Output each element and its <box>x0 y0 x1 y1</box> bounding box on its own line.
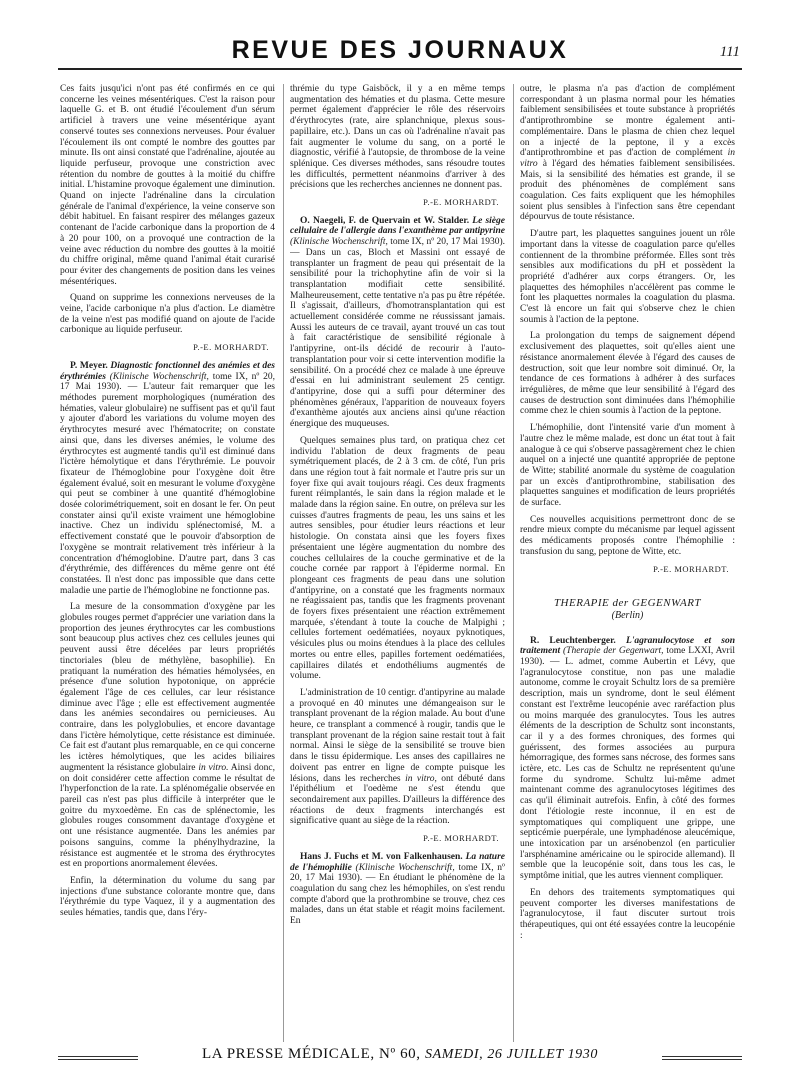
article-title: Le siège cellulaire de l'allergie dans l'exanthème par antipyrine <box>290 215 505 237</box>
paragraph-text: L'administration de 10 centigr. d'antipyrine au malade a provoqué en 40 minutes une démangeaison sur le transplant provenant de la région malade. Au bout d'une heure, ce transplant a commencé à rougir, tandis que le transplant provenant de la région saine restait tout à fait normal. Ainsi le siège de la sensibilité se trouve bien dans le tissu épidermique. Les anses des capillaires ne doivent pas entrer en ligne de compte puisque les lésions, dans les recherches <box>290 687 505 784</box>
article-author: R. Leuchtenberger. <box>530 635 616 646</box>
article-author: Hans J. Fuchs et M. von Falkenhausen. <box>300 851 463 862</box>
footer-rule <box>662 1056 742 1060</box>
paragraph: Ces nouvelles acquisitions permettront donc de se rendre mieux compte du mécanisme par lequel agissent des médicaments proposés contre l'hémophilie : transfusion du sang, peptone de Witte, etc. <box>520 514 735 557</box>
paragraph-text: ont débuté dans l'épithélium et l'oedème ne s'est étendu que secondairement aux papilles. D'ailleurs la différence des réactions de deux fragments interchangés est significative quant au siège de la réaction. <box>290 773 505 827</box>
article-meyer <box>60 361 275 596</box>
paragraph-text: Ainsi donc, on doit considérer cette affection comme le résultat de l'hyperfonction de la rate. La splénomégalie observée en pareil cas n'est pas plus difficile à interpréter que le goitre du myxoedème. En cas de splénectomie, les globules rouges consomment davantage d'oxygène et ont une résistance augmentée. Dans les anémies par poisons sanguins, comme la phénylhydrazine, la résistance est augmentée et le stroma des érythrocytes est en proportions anormalement élevées. <box>60 762 275 870</box>
paragraph-text: La mesure de la consommation d'oxygène par les globules rouges permet d'apprécier une variation dans la proportion des jeunes érythrocytes car les combustions sont beaucoup plus actives chez ces cellules jeunes qui peuvent aussi être décelées par leurs propriétés tinctoriales (bleu de méthylène, basophilie). En pratiquant la numération des hématies hémolysées, en présence d'une solution hypotonique, on apprécie également l'âge de ces cellules, car leur résistance diminue avec l'âge ; elle est effectivement augmentée dans les anémies secondaires ou pernicieuses. Au contraire, dans les polyglobulies, et encore davantage dans l'ictère hémolytique, cette résistance est diminuée. Ce fait est d'autant plus remarquable, en ce qui concerne les ictères hémolytiques, que les acides biliaires augmentent la résistance globulaire <box>60 602 275 773</box>
article-body: tome IX, nº 20, 17 Mai 1930). — Dans un cas, Bloch et Massini ont essayé de transplanter un fragment de peau qui présentait de la sensibilité pour la trichophytine afin de voir si la transplantation modifiait cette sensibilité. Malheureusement, cette tentative n'a pas pu être répétée. Il s'agissait, d'ailleurs, d'homotransplantation qui est actuellement considérée comme ne réussissant jamais. Aussi les auteurs de ce travail, ayant trouvé un cas tout à fait caractéristique de sensibilité régionale à l'antipyrine, ont-ils décidé de recourir à l'auto-transplantation pour voir si cette intervention modifie la sensibilité. On a procédé chez ce malade à une épreuve d'essai en lui administrant seulement 25 centigr. d'antipyrine, dose qui a suffi pour déterminer des phénomènes généraux, l'apparition de nouveaux foyers d'exanthème ajoutés aux anciens ainsi qu'une réaction énergique des muqueuses. <box>290 237 505 430</box>
article-source: (Therapie der Gegenwart, <box>563 646 664 657</box>
article-body: tome IX, nº 20, 17 Mai 1930). — L'auteur fait remarquer que les méthodes purement morphologiques (numération des hématies, valeur globulaire) ne suffisent pas et qu'il faut y ajouter d'abord les variations du volume moyen des érythrocytes mesuré avec l'hématocrite; on constate ainsi que, dans les diverses anémies, le volume des érythrocytes est augmenté tandis qu'il est diminué dans l'ictère hémolytique et dans l'érythrémie. Le pouvoir fixateur de l'hémoglobine pour l'oxygène doit être également évalué, soit en mesurant le volume d'oxygène qui peut se combiner à une quantité d'hémoglobine dosée colorimétriquement, soit en dosant le fer. On peut constater ainsi qu'il existe vraiment une hémoglobine inactive. Chez un individu splénectomisé, M. a effectivement constaté que le pouvoir d'absorption de l'oxygène se montrait relativement très inférieur à la concentration d'hémoglobine. D'autre part, dans 3 cas d'érythrémie, des différences du même genre ont été constatées. Il n'est donc pas impossible que dans cette maladie une partie de l'hémoglobine ne fonctionne pas. <box>60 371 275 596</box>
column-divider <box>283 84 284 1042</box>
paragraph: En dehors des traitements symptomatiques qui peuvent comporter les diverses manifestations de l'agranulocytose, il faut discuter surtout trois thérapeutiques, qui ont été essayées contre la leucopénie : <box>520 887 735 941</box>
italic-term: in vitro <box>520 148 735 169</box>
signature: P.-E. MORHARDT. <box>193 342 269 353</box>
paragraph-text: outre, le plasma n'a pas d'action de complément correspondant à un plasma normal pour les hématies faiblement sensibilisées et toute substance à propriétés d'antiprothrombine se montre également anti-complémentaire. Dans le plasma de chien chez lequel on a injecté de la peptone, il y a excès d'antiprothrombine et pas d'action de complément <box>520 84 735 159</box>
article-body: tome IX, nº 20, 17 Mai 1930). — En étudiant le phénomène de la coagulation du sang chez les hémophiles, on s'est rendu compte d'abord que la prothrombine se trouve, chez ces malades, dans un état stable et réagit moins facilement. En <box>290 862 505 927</box>
paragraph: thrémie du type Gaisböck, il y a en même temps augmentation des hématies et du plasma. Cette mesure permet également d'apprécier le rôle des réservoirs d'érythrocytes (rate, aire splanchnique, plexus sous-papillaire, etc.). Dans un cas où l'adrénaline n'avait pas fait augmenter le volume du sang, on a porté le diagnostic, vérifié à l'autopsie, de thrombose de la veine splénique. Ces diverses méthodes, sans résoudre toutes les difficultés, permettent néanmoins d'arriver à des précisions que les recherches anciennes ne donnent pas. <box>290 84 505 191</box>
article-naegeli <box>290 216 505 430</box>
article-title: La nature de l'hémophilie <box>290 851 505 873</box>
footer-journal: LA PRESSE MÉDICALE, Nº 60, <box>202 1046 421 1062</box>
footer-masthead <box>148 1046 652 1063</box>
article-leuchtenberger <box>520 636 735 882</box>
journal-title: REVUE DES JOURNAUX <box>231 36 569 64</box>
paragraph: Ces faits jusqu'ici n'ont pas été confirmés en ce qui concerne les veines mésentériques. C'est la raison pour laquelle G. et B. ont étudié l'écoulement d'un sérum artificiel à travers une veine mésentérique ayant conservé toutes ses connexions nerveuses. Pour évaluer l'écoulement ils ont compté le nombre des gouttes par minute. Ils ont ainsi constaté que l'adrénaline, ajoutée au liquide perfuseur, provoque une constriction avec rétention du nombre de gouttes à la moitié du chiffre initial. L'histamine provoque également une diminution. Quand on injecte l'adrénaline dans la circulation générale de l'animal d'expérience, la veine conserve son débit habituel. En faisant respirer des mélanges gazeux contenant de l'acide carbonique dans la proportion de 4 à 20 pour 100, on a provoqué une contraction de la veine avec réduction du nombre des gouttes à la moitié du chiffre original, même quand l'animal était curarisé pour éviter des changements de position dans les veines mésentériques. <box>60 84 275 287</box>
article-author: O. Naegeli, F. de Quervain et W. Stalder. <box>300 215 470 226</box>
article-title: Diagnostic fonctionnel des anémies et des érythrémies <box>60 360 275 382</box>
article-author: P. Meyer. <box>70 360 108 371</box>
italic-term: in vitro. <box>198 762 229 773</box>
italic-term: in vitro, <box>405 773 437 784</box>
page-header <box>58 34 742 74</box>
column-middle <box>290 84 505 1042</box>
paragraph <box>290 688 505 827</box>
article-fuchs <box>290 852 505 927</box>
section-heading: THERAPIE der GEGENWART <box>553 597 702 610</box>
signature: P.-E. MORHARDT. <box>653 563 729 574</box>
column-right <box>520 84 735 1042</box>
column-divider <box>513 84 514 1042</box>
paragraph: La prolongation du temps de saignement dépend exclusivement des plaquettes, soit qu'elles aient une résistance anormalement élevée à l'égard des causes de destruction, soit que leur nombre soit diminué. Or, la tendance de ces formations à adhérer à des surfaces irrégulières, de même que leur sensibilité à l'égard des causes de destruction sont diminuées dans l'hémophilie comme chez le chien soumis à l'action de la peptone. <box>520 331 735 417</box>
header-rule <box>58 68 742 70</box>
article-source: (Klinische Wochenschrift, <box>109 371 209 382</box>
signature: P.-E. MORHARDT. <box>423 833 499 844</box>
paragraph: L'hémophilie, dont l'intensité varie d'un moment à l'autre chez le même malade, est donc un état tout à fait analogue à ce qui s'observe passagèrement chez le chien auquel on a injecté une quantité appropriée de peptone de Witte; stabilité anormale du système de coagulation par un excès d'antiprothrombine, stabilisation des plaquettes sanguines et modification de leurs propriétés de surface. <box>520 423 735 509</box>
article-source: (Klinische Wochenschrift, <box>355 862 455 873</box>
signature: P.-E. MORHARDT. <box>423 197 499 208</box>
paragraph <box>520 84 735 223</box>
footer-rule <box>58 1056 138 1060</box>
paragraph: Quelques semaines plus tard, on pratiqua chez cet individu l'ablation de deux fragments de peau symétriquement placés, de 2 à 3 cm. de côté, l'un pris dans une région tout à fait normale et l'autre pris sur un foyer fixe qui avait toujours réagi. Ces deux fragments furent réimplantés, le sain dans la région malade et le malade dans la région saine. En outre, on préleva sur les cuisses d'autres fragments de peau, les uns sains et les autres sensibles, pour étudier leurs réactions et leur histologie. On constata ainsi que les foyers fixes présentaient une légère augmentation du nombre des couches cellulaires de la couche germinative et de la couche cornée par rapport à l'épiderme normal. En plongeant ces fragments de peau dans une solution d'antipyrine, on a constaté que les fragments normaux ne réagissaient pas, tandis que les fragments provenant de foyers fixes présentaient une réaction extrêmement marquée, s'étendant à toute la couche de Malpighi ; cellules fortement oedématiées, noyaux pyknotiques, vésicules plus ou moins étendues à la place des cellules mortes ou entre elles, papilles fortement oedématiées, capillaires dilatés et endothéliums augmentés de volume. <box>290 435 505 682</box>
page-number: 111 <box>719 44 740 60</box>
column-left <box>60 84 275 1042</box>
paragraph: Enfin, la détermination du volume du sang par injections d'une substance colorante montre que, dans l'érythrémie du type Vaquez, il y a augmentation des seules hématies, tandis que, dans l'éry- <box>60 875 275 919</box>
paragraph <box>60 602 275 870</box>
article-title: L'agranulocytose et son traitement <box>520 635 735 657</box>
article-source: (Klinische Wochenschrift, <box>290 237 388 248</box>
paragraph: D'autre part, les plaquettes sanguines jouent un rôle important dans la vitesse de coagulation parce qu'elles contiennent de la thrombine préformée. Elles sont très sensibles aux modifications du pH et possèdent la propriété d'adhérer aux corps étrangers. Or, les plaquettes des hémophiles n'accélèrent pas comme le font les plaquettes normales la coagulation du plasma. C'est là encore un fait qui s'observe chez le chien soumis à l'action de la peptone. <box>520 229 735 325</box>
article-body: tome LXXI, Avril 1930). — L. admet, comme Aubertin et Lévy, que l'agranulocytose constitue, non pas une maladie autonome, comme le croyait Schultz lors de sa première description, mais un syndrome, dont le seul élément constant est l'extrême leucopénie avec raréfaction plus ou moins marquée des granulocytes. Tous les autres éléments de la description de Schultz sont inconstants, car il y a des formes chroniques, des formes qui guérissent, des formes associées au purpura hémorragique, des formes sans nécrose, des formes sans ictère, etc. Les cas de Schultz ne représentent qu'une forme du syndrome. Schultz lui-même admet maintenant comme des agranulocytoses légitimes des cas qu'il éliminait autrefois. Enfin, à côté des formes dont l'étiologie reste inconnue, il en est de symptomatiques qui compliquent une grippe, une septicémie puerpérale, une lymphadénose aleucémique, une intoxication par un arsénobenzol (en particulier l'arsphénamine américaine ou le spirocide allemand). Il semble que la leucopénie soit, dans tous les cas, le symptôme initial, que les autres viennent compliquer. <box>520 646 735 882</box>
section-city: (Berlin) <box>611 609 644 621</box>
page-footer <box>58 1046 742 1070</box>
paragraph-text: à l'égard des hématies faiblement sensibilisées. Mais, si la sensibilité des hématies est grande, il se produit des phénomènes de complément sans coagulation. Ces faits expliquent que les hémophiles soient plus sensibles à l'infection sans être cependant dépourvus de toute résistance. <box>520 158 735 223</box>
paragraph: Quand on supprime les connexions nerveuses de la veine, l'acide carbonique n'a plus d'action. Le diamètre de la veine n'est pas modifié quand on ajoute de l'acide carbonique au liquide perfuseur. <box>60 293 275 336</box>
footer-date: SAMEDI, 26 JUILLET 1930 <box>424 1047 598 1062</box>
